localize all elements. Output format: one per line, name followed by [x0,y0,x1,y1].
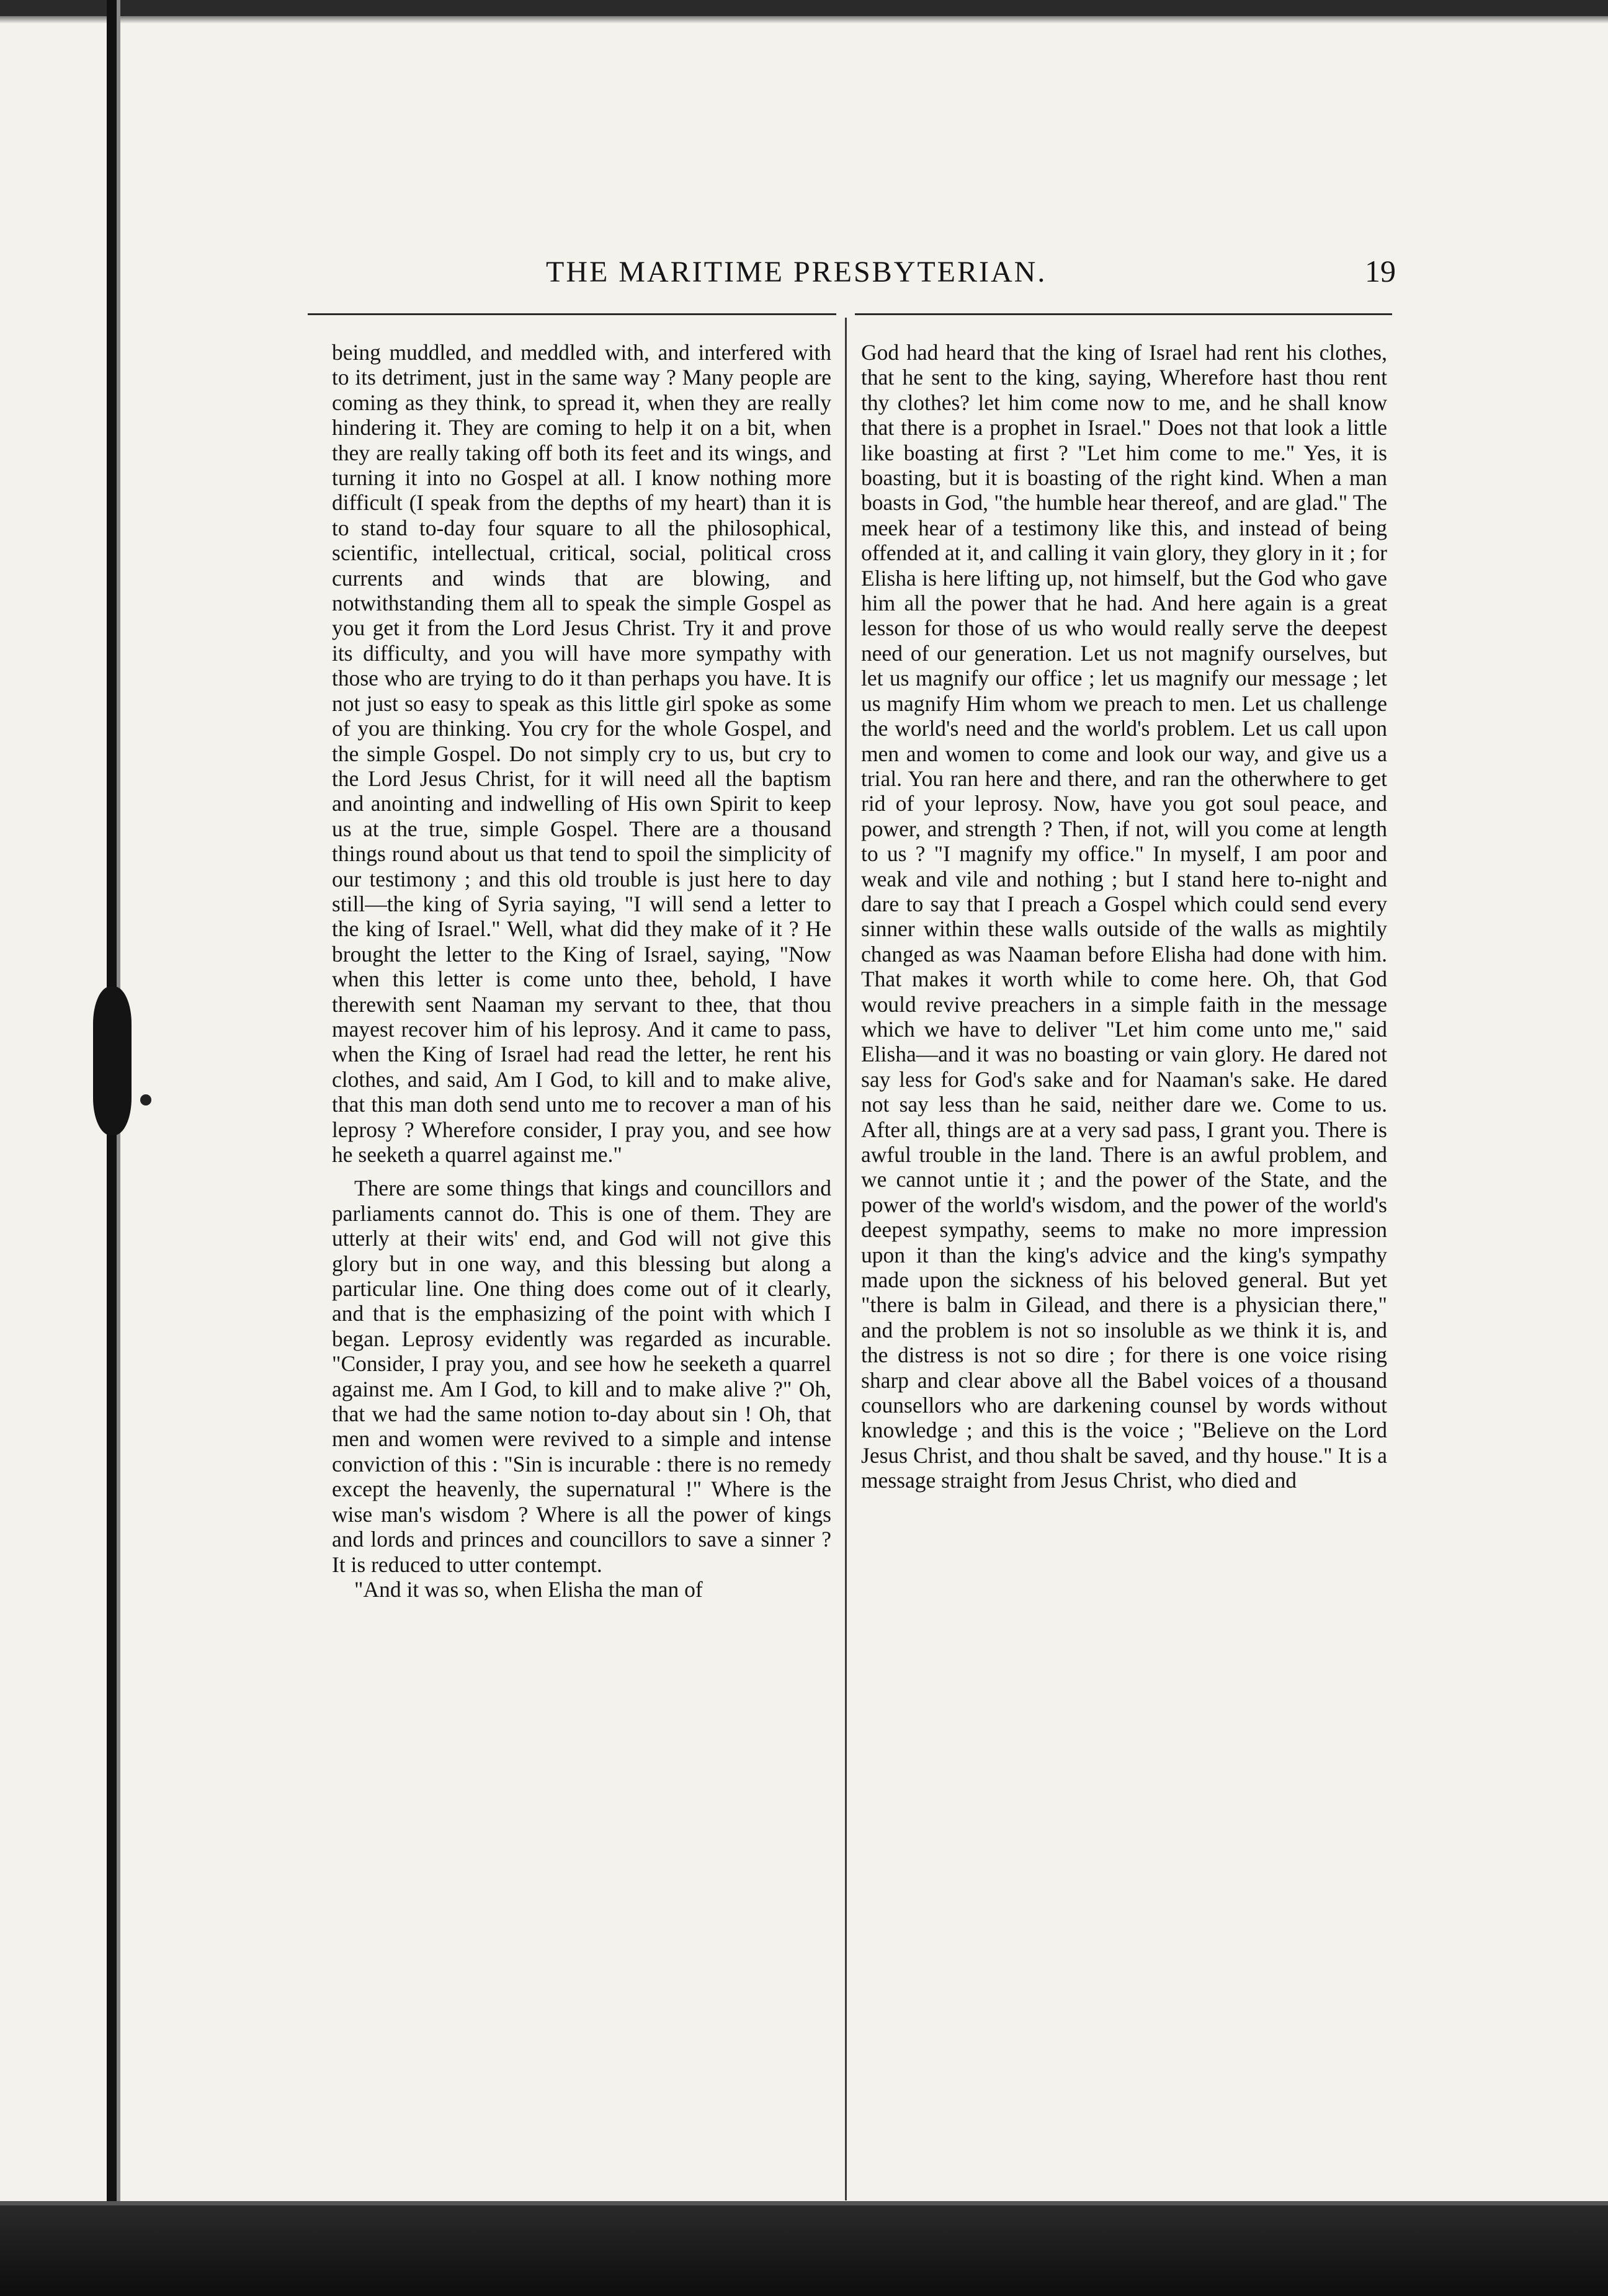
left-paragraph-3: "And it was so, when Elisha the man of [354,1576,703,1602]
binding-spine-inner [117,0,120,2296]
page-number: 19 [1365,254,1396,288]
scan-bottom-edge [0,2205,1608,2296]
left-column [332,340,831,2195]
binding-hole [140,1094,151,1106]
left-paragraph-1: being muddled, and meddled with, and interfered with to its detriment, just in the same way ? Many people are coming as they think, to spread it, when they are really hindering it. They are coming to help it on a bit, when they are really taking off both its feet and its wings, and turning it into no Gospel at all. I know nothing more difficult (I speak from the depths of my heart) than it is to stand to-day four square to all the philosophical, scientific, intellectual, critical, social, political cross currents and winds that are blowing, and notwithstanding them all to speak the simple Gospel as you get it from the Lord Jesus Christ. Try it and prove its difficulty, and you will have more sympathy with those who are trying to do it than perhaps you have. It is not just so easy to speak as this little girl spoke as some of you are thinking. You cry for the whole Gospel, and the simple Gospel. Do not simply cry to us, but cry to the Lord Jesus Christ, for it will need all the baptism and anointing and indwelling of His own Spirit to keep us at the true, simple Gospel. There are a thousand things round about us that tend to spoil the simplicity of our testimony ; and this old trouble is just here to day still—the king of Syria saying, "I will send a letter to the king of Israel." Well, what did they make of it ? He brought the letter to the King of Israel, saying, "Now when this letter is come unto thee, behold, I have therewith sent Naaman my servant to thee, that thou mayest recover him of his leprosy. And it came to pass, when the King of Israel had read the letter, he rent his clothes, and said, Am I God, to kill and to make alive, that this man doth send unto me to recover a man of his leprosy ? Wherefore consider, I pray you, and see how he seeketh a quarrel against me." [332,340,831,1167]
running-title: THE MARITIME PRESBYTERIAN. [546,256,1047,288]
page-header [273,253,1396,297]
header-rule-right [855,313,1392,315]
header-rule-left [308,313,836,315]
right-column [861,340,1387,2195]
scan-top-shadow [0,16,1608,24]
binding-spine [107,0,117,2296]
right-paragraph-1: God had heard that the king of Israel had rent his clothes, that he sent to the king, saying, Wherefore hast thou rent thy clothes? let him come now to me, and he shall know that there is a prophet in Israel." Does not that look a little like boasting at first ? "Let him come to me." Yes, it is boasting, but it is boasting of the right kind. When a man boasts in God, "the humble hear thereof, and are glad." The meek hear of a testimony like this, and instead of being offended at it, and calling it vain glory, they glory in it ; for Elisha is here lifting up, not himself, but the God who gave him all the power that he had. And here again is a great lesson for those of us who would really serve the deepest need of our generation. Let us not magnify ourselves, but let us magnify our office ; let us magnify our message ; let us magnify Him whom we preach to men. Let us challenge the world's need and the world's problem. Let us call upon men and women to come and look our way, and give us a trial. You ran here and there, and ran the otherwhere to get rid of your leprosy. Now, have you got soul peace, and power, and strength ? Then, if not, will you come at length to us ? "I magnify my office." In myself, I am poor and weak and vile and nothing ; but I stand here to-night and dare to say that I preach a Gospel which could send every sinner within these walls outside of the walls as mightily changed as was Naaman before Elisha had done with him. That makes it worth while to come here. Oh, that God would revive preachers in a simple faith in the message which we have to deliver "Let him come unto me," said Elisha—and it was no boasting or vain glory. He dared not say less for God's sake and for Naaman's sake. He dared not say less than he said, neither dare we. Come to us. After all, things are at a very sad pass, I grant you. There is awful trouble in the land. There is an awful problem, and we cannot untie it ; and the power of the State, and the power of the world's wisdom, and the power of the world's deepest sympathy, seems to make no more impression upon it than the king's advice and the king's sympathy made upon the sickness of his beloved general. But yet "there is balm in Gilead, and there is a physician there," and the problem is not so insoluble as we think it is, and the distress is not so dire ; for there is one voice rising sharp and clear above all the Babel voices of a thousand counsellors who are darkening counsel by words without knowledge ; and this is the voice ; "Believe on the Lord Jesus Christ, and thou shalt be saved, and thy house." It is a message straight from Jesus Christ, who died and [861,340,1387,1493]
binding-clasp [93,986,132,1135]
column-divider [845,318,847,2200]
left-paragraph-2: There are some things that kings and councillors and parliaments cannot do. This is one of them. They are utterly at their wits' end, and God will not give this glory but in one way, and this blessing but along a particular line. One thing does come out of it clearly, and that is the emphasizing of the point with which I began. Leprosy evidently was regarded as incurable. "Consider, I pray you, and see how he seeketh a quarrel against me. Am I God, to kill and to make alive ?" Oh, that we had the same notion to-day about sin ! Oh, that men and women were revived to a simple and intense conviction of this : "Sin is incurable : there is no remedy except the heavenly, the supernatural !" Where is the wise man's wisdom ? Where is all the power of kings and lords and princes and councillors to save a sinner ? It is reduced to utter contempt. [332,1176,831,1577]
scan-top-edge [0,0,1608,16]
